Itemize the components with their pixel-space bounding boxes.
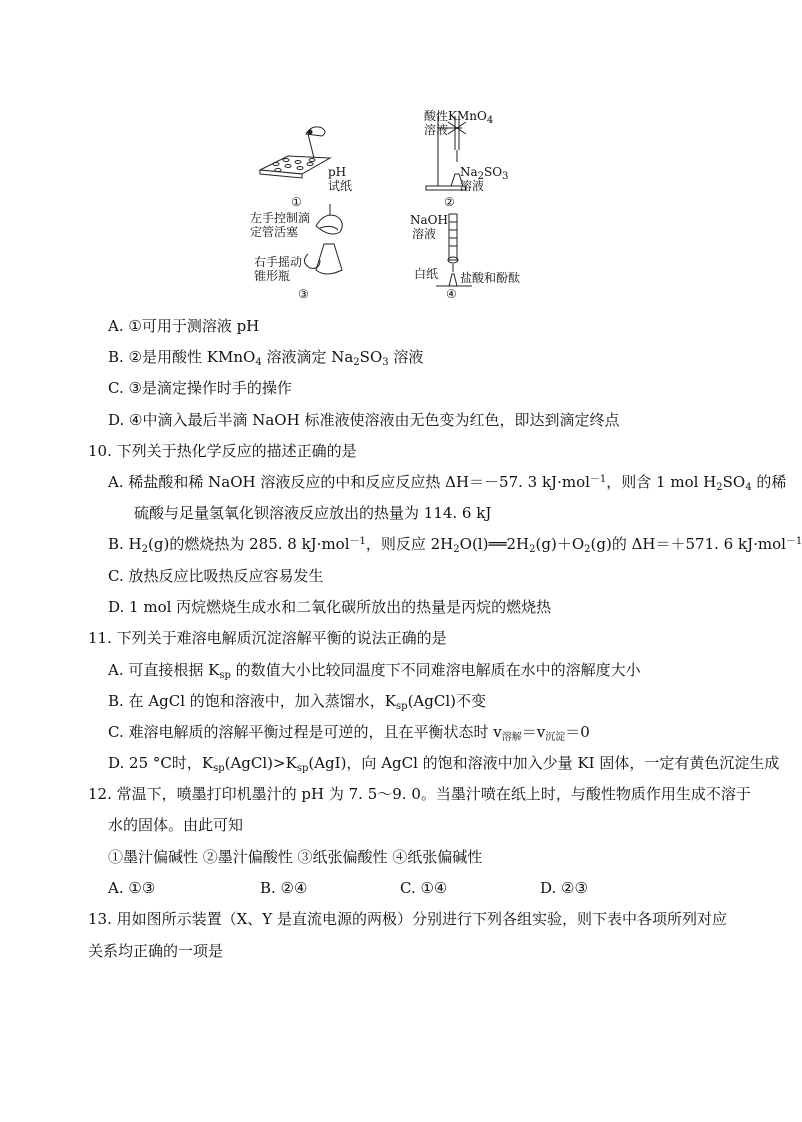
q9-option-b: B. ②是用酸性 KMnO$_4$ 溶液滴定 $Na_2SO_3$ 溶液 bbox=[108, 348, 424, 368]
q10-option-c: C. 放热反应比吸热反应容易发生 bbox=[108, 567, 324, 585]
q11-option-a: A. 可直接根据 $K_{sp}$ 的数值大小比较同温度下不同难溶电解质在水中的溶解度大小 bbox=[108, 661, 641, 681]
fig1-label-paper: 试纸 bbox=[328, 179, 353, 193]
spot-plate-drawing bbox=[260, 127, 330, 178]
q12-option-a: A. ①③ bbox=[108, 879, 156, 897]
fig2-label-na2so3: $Na_2SO_3$ bbox=[460, 165, 509, 182]
q9-option-d: D. ④中滴入最后半滴 NaOH 标准液使溶液由无色变为红色，即达到滴定终点 bbox=[108, 411, 620, 429]
q11-option-b: B. 在 AgCl 的饱和溶液中，加入蒸馏水，$K_{sp}(AgCl)$不变 bbox=[108, 692, 486, 712]
experiment-figure bbox=[250, 108, 550, 308]
q12-stem: 12. 常温下，喷墨打印机墨汁的 pH 为 7. 5～9. 0。当墨汁喷在纸上时，与酸性物质作用生成不溶于 bbox=[88, 785, 751, 803]
fig3-number: ③ bbox=[298, 287, 309, 301]
q10-option-a-cont: 硫酸与足量氢氧化钡溶液反应放出的热量为 114. 6 kJ bbox=[134, 504, 492, 522]
q11-option-d: D. 25 °C时，$K_{sp}(AgCl)>K_{sp}(AgI)$，向 AgCl 的饱和溶液中加入少量 KI 固体，一定有黄色沉淀生成 bbox=[108, 754, 780, 774]
q12-stem-cont: 水的固体。由此可知 bbox=[108, 816, 244, 834]
hands-titration-drawing bbox=[304, 204, 342, 274]
q12-option-c: C. ①④ bbox=[400, 879, 448, 897]
q12-options bbox=[108, 878, 708, 898]
fig4-label-naoh: NaOH bbox=[410, 213, 448, 227]
q11-stem: 11. 下列关于难溶电解质沉淀溶解平衡的说法正确的是 bbox=[88, 629, 447, 647]
fig1-number: ① bbox=[291, 195, 302, 209]
q10-stem: 10. 下列关于热化学反应的描述正确的是 bbox=[88, 442, 357, 460]
q11-option-c: C. 难溶电解质的溶解平衡过程是可逆的，且在平衡状态时 $v_{溶解}=v_{沉淀}=0$ bbox=[108, 723, 590, 743]
q10-option-a: A. 稀盐酸和稀 NaOH 溶液反应的中和反应反应热 ΔH＝－57. 3 kJ·mol$^{-1}$，则含 1 mol $H_2SO_4$ 的稀 bbox=[108, 473, 787, 493]
q12-option-d: D. ②③ bbox=[540, 879, 588, 897]
fig3-label-left-hand-1: 左手控制滴 bbox=[250, 211, 311, 225]
fig4-label-flask-contents: 盐酸和酚酞 bbox=[460, 271, 521, 285]
fig1-label-ph: pH bbox=[328, 165, 347, 179]
fig2-number: ② bbox=[444, 195, 455, 209]
fig3-label-right-hand-1: 右手摇动 bbox=[254, 255, 303, 269]
fig3-label-left-hand-2: 定管活塞 bbox=[250, 225, 299, 239]
fig3-label-right-hand-2: 锥形瓶 bbox=[254, 269, 291, 283]
fig2-label-solution2: 溶液 bbox=[460, 179, 485, 193]
q13-stem-cont: 关系均正确的一项是 bbox=[88, 942, 224, 960]
fig4-label-white-paper: 白纸 bbox=[414, 267, 439, 281]
q13-stem: 13. 用如图所示装置（X、Y 是直流电源的两极）分别进行下列各组实验，则下表中各项所列对应 bbox=[88, 910, 727, 928]
q12-option-b: B. ②④ bbox=[260, 879, 308, 897]
q12-items: ①墨汁偏碱性 ②墨汁偏酸性 ③纸张偏酸性 ④纸张偏碱性 bbox=[108, 848, 483, 866]
fig4-label-naoh-solution: 溶液 bbox=[412, 227, 437, 241]
q10-option-d: D. 1 mol 丙烷燃烧生成水和二氧化碳所放出的热量是丙烷的燃烧热 bbox=[108, 598, 552, 616]
fig2-label-solution1: 溶液 bbox=[424, 123, 449, 137]
q10-option-b: B. $H_2(g)$的燃烧热为 285. 8 kJ·mol$^{-1}$，则反应 $2H_2O(l)══2H_2(g)+O_2(g)$的 ΔH＝＋571. 6 kJ·mol$^{-1}$ bbox=[108, 535, 802, 555]
fig2-label-kmno4: 酸性KMnO$_4$ bbox=[424, 109, 494, 126]
fig4-number: ④ bbox=[446, 287, 457, 301]
q9-option-a: A. ①可用于测溶液 pH bbox=[108, 317, 260, 335]
q9-option-c: C. ③是滴定操作时手的操作 bbox=[108, 379, 292, 397]
